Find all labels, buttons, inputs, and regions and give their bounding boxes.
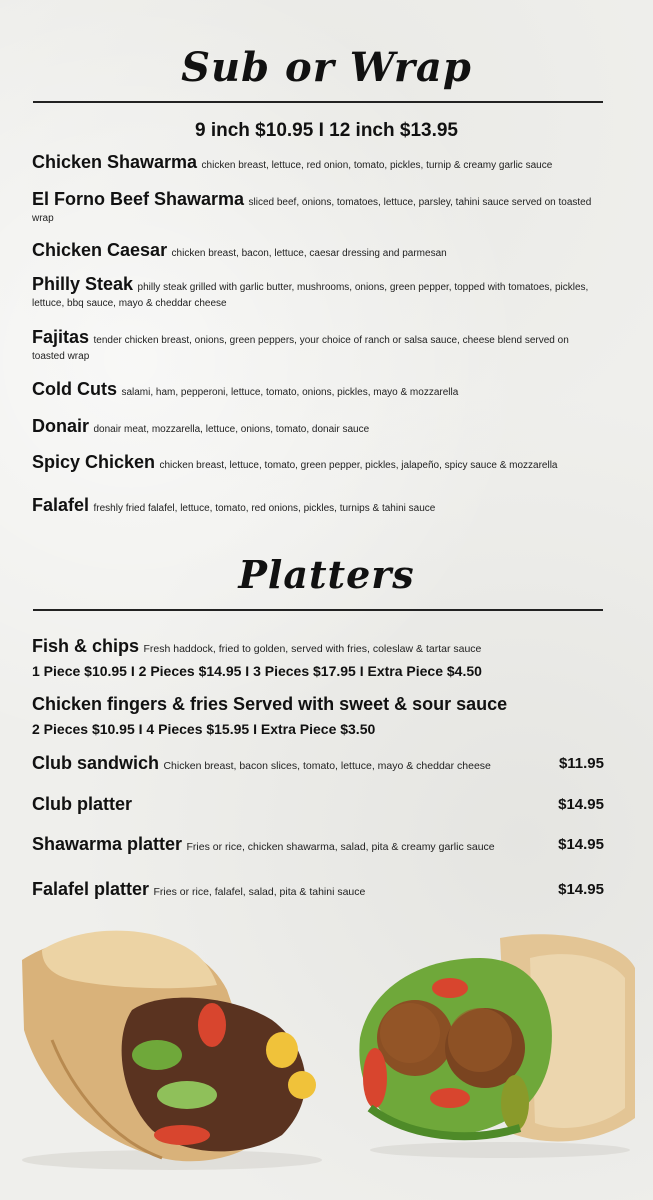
price-options: 1 Piece $10.95 I 2 Pieces $14.95 I 3 Pieces $17.95 I Extra Piece $4.50 bbox=[32, 663, 482, 679]
item-price: $14.95 bbox=[558, 796, 604, 813]
menu-item bbox=[32, 879, 604, 900]
sub-price-line: 9 inch $10.95 I 12 inch $13.95 bbox=[195, 120, 458, 141]
item-desc: Fresh haddock, fried to golden, served with fries, coleslaw & tartar sauce bbox=[143, 643, 482, 655]
item-name: Donair bbox=[32, 416, 90, 436]
menu-item-chicken-fingers bbox=[32, 694, 604, 737]
item-price: $14.95 bbox=[558, 836, 604, 853]
section-title-sub-or-wrap: Sub or Wrap bbox=[181, 44, 472, 91]
divider bbox=[33, 101, 603, 103]
item-name: Falafel platter bbox=[32, 879, 150, 899]
falafel-wrap-image bbox=[350, 928, 640, 1160]
item-desc: Fries or rice, chicken shawarma, salad, pita & creamy garlic sauce bbox=[186, 841, 495, 853]
price-options: 2 Pieces $10.95 I 4 Pieces $15.95 I Extra Piece $3.50 bbox=[32, 721, 376, 737]
menu-item bbox=[32, 152, 602, 173]
menu-item bbox=[32, 274, 602, 311]
item-name: Cold Cuts bbox=[32, 379, 117, 399]
menu-item bbox=[32, 189, 602, 226]
item-name: Philly Steak bbox=[32, 274, 134, 294]
item-desc: sliced beef, onions, tomatoes, lettuce, parsley, tahini sauce served on toasted wrap bbox=[32, 197, 592, 224]
item-name: Club platter bbox=[32, 794, 133, 814]
item-desc: chicken breast, lettuce, red onion, tomato, pickles, turnip & creamy garlic sauce bbox=[201, 160, 553, 171]
menu-item bbox=[32, 452, 602, 473]
menu-item bbox=[32, 416, 602, 437]
item-name: Chicken fingers & fries Served with sweet & sour sauce bbox=[32, 694, 508, 714]
menu-item bbox=[32, 495, 602, 516]
item-name: Shawarma platter bbox=[32, 834, 183, 854]
menu-item bbox=[32, 834, 604, 855]
menu-item bbox=[32, 327, 602, 364]
item-name: Fish & chips bbox=[32, 636, 140, 656]
item-name: El Forno Beef Shawarma bbox=[32, 189, 245, 209]
item-name: Falafel bbox=[32, 495, 90, 515]
divider bbox=[33, 609, 603, 611]
item-name: Chicken Caesar bbox=[32, 240, 168, 260]
item-desc: freshly fried falafel, lettuce, tomato, red onions, pickles, turnips & tahini sauce bbox=[93, 503, 436, 514]
menu-item bbox=[32, 753, 604, 774]
section-title-platters: Platters bbox=[238, 552, 415, 597]
item-desc: chicken breast, lettuce, tomato, green pepper, pickles, jalapeño, spicy sauce & mozzarella bbox=[159, 460, 558, 471]
item-price: $11.95 bbox=[558, 755, 604, 772]
item-name: Chicken Shawarma bbox=[32, 152, 198, 172]
item-name: Spicy Chicken bbox=[32, 452, 156, 472]
item-desc: philly steak grilled with garlic butter, mushrooms, onions, green pepper, topped with tomatoes, pickles, lettuce, bbq sauce, mayo & cheddar cheese bbox=[32, 282, 589, 309]
item-desc: salami, ham, pepperoni, lettuce, tomato, onions, pickles, mayo & mozzarella bbox=[121, 387, 459, 398]
item-desc: Fries or rice, falafel, salad, pita & tahini sauce bbox=[153, 886, 366, 898]
menu-item bbox=[32, 240, 602, 261]
menu-item bbox=[32, 794, 604, 815]
menu-item-fish-chips bbox=[32, 636, 604, 679]
item-desc: tender chicken breast, onions, green peppers, your choice of ranch or salsa sauce, cheese blend served on toasted wrap bbox=[32, 335, 569, 362]
item-desc: chicken breast, bacon, lettuce, caesar dressing and parmesan bbox=[171, 248, 447, 259]
item-name: Club sandwich bbox=[32, 753, 160, 773]
item-price: $14.95 bbox=[558, 881, 604, 898]
menu-item bbox=[32, 379, 602, 400]
item-desc: Chicken breast, bacon slices, tomato, lettuce, mayo & cheddar cheese bbox=[163, 760, 491, 772]
shawarma-wrap-image bbox=[12, 920, 332, 1175]
item-desc: donair meat, mozzarella, lettuce, onions, tomato, donair sauce bbox=[93, 424, 370, 435]
item-name: Fajitas bbox=[32, 327, 90, 347]
